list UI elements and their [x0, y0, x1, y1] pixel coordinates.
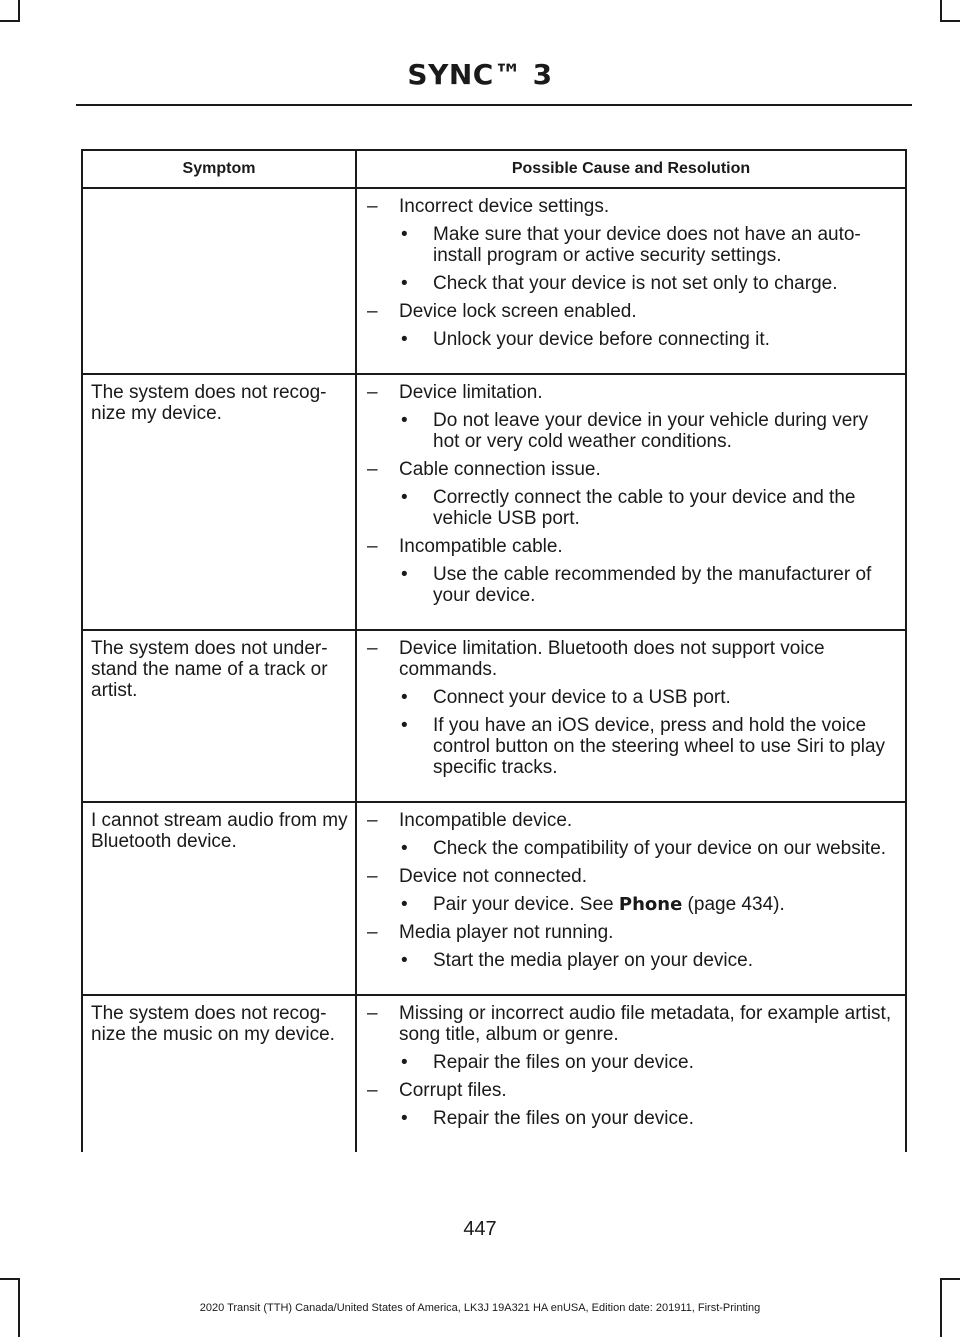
- bullet-marker: •: [401, 1052, 408, 1073]
- crop-mark: [940, 0, 942, 22]
- phone-section-link[interactable]: Phone: [618, 894, 683, 915]
- table-row: [82, 802, 906, 995]
- resolution-item: [357, 487, 899, 529]
- bullet-marker: •: [401, 715, 408, 736]
- dash-marker: –: [367, 382, 378, 403]
- resolution-text: Use the cable recommended by the manufacturer of your device.: [433, 564, 872, 606]
- dash-marker: –: [367, 196, 378, 217]
- troubleshooting-table: [81, 149, 907, 1152]
- crop-mark: [940, 20, 960, 22]
- bullet-marker: •: [401, 564, 408, 585]
- bullet-marker: •: [401, 838, 408, 859]
- cause-item: [357, 196, 899, 217]
- cause-item: [357, 536, 899, 557]
- cause-text: Corrupt files.: [399, 1080, 507, 1101]
- cause-item: [357, 810, 899, 831]
- cause-text: Incompatible cable.: [399, 536, 563, 557]
- dash-marker: –: [367, 1003, 378, 1024]
- resolution-cell: [356, 374, 906, 630]
- crop-mark: [0, 1278, 20, 1280]
- dash-marker: –: [367, 810, 378, 831]
- cause-text: Device limitation.: [399, 382, 543, 403]
- resolution-item: [357, 687, 899, 708]
- resolution-text: Connect your device to a USB port.: [433, 687, 731, 708]
- cause-text: Media player not running.: [399, 922, 614, 943]
- resolution-text: If you have an iOS device, press and hold the voice control button on the steering wheel to use Siri to play specific tracks.: [433, 715, 886, 778]
- cause-item: [357, 638, 899, 680]
- cause-item: [357, 301, 899, 322]
- bullet-marker: •: [401, 894, 408, 915]
- resolution-item: [357, 1052, 899, 1073]
- resolution-item: [357, 950, 899, 971]
- resolution-item: [357, 1108, 899, 1129]
- bullet-marker: •: [401, 487, 408, 508]
- cause-text: Device limitation. Bluetooth does not support voice commands.: [399, 638, 825, 680]
- bullet-marker: •: [401, 950, 408, 971]
- dash-marker: –: [367, 536, 378, 557]
- cause-text: Incorrect device settings.: [399, 196, 610, 217]
- resolution-text: Correctly connect the cable to your device and the vehicle USB port.: [433, 487, 856, 529]
- table-row: [82, 630, 906, 802]
- resolution-item: [357, 894, 899, 915]
- resolution-text: Make sure that your device does not have an auto-install program or active security settings.: [433, 224, 861, 266]
- cause-item: [357, 459, 899, 480]
- footer-edition-info: 2020 Transit (TTH) Canada/United States of America, LK3J 19A321 HA enUSA, Edition date: 201911, First-Printing: [199, 1302, 761, 1314]
- cause-item: [357, 382, 899, 403]
- cause-item: [357, 1080, 899, 1101]
- table-row: [82, 188, 906, 374]
- resolution-cell: [356, 630, 906, 802]
- symptom-cell: I cannot stream audio from my Bluetooth device.: [82, 802, 356, 995]
- resolution-text: Pair your device. See: [433, 894, 619, 915]
- table-row: [82, 995, 906, 1152]
- symptom-cell: [82, 188, 356, 374]
- page-reference: (page 434).: [682, 894, 785, 915]
- dash-marker: –: [367, 866, 378, 887]
- resolution-item: [357, 715, 899, 778]
- resolution-text: Check the compatibility of your device on our website.: [433, 838, 887, 859]
- cause-item: [357, 922, 899, 943]
- dash-marker: –: [367, 301, 378, 322]
- dash-marker: –: [367, 922, 378, 943]
- symptom-cell: The system does not recog-nize my device.: [82, 374, 356, 630]
- page-title: SYNC™ 3: [407, 58, 553, 91]
- crop-mark: [940, 1278, 960, 1280]
- column-header-resolution: Possible Cause and Resolution: [356, 150, 906, 188]
- resolution-text: Repair the files on your device.: [433, 1108, 694, 1129]
- resolution-item: [357, 838, 899, 859]
- symptom-cell: The system does not recog-nize the music on my device.: [82, 995, 356, 1152]
- page-number: 447: [463, 1218, 497, 1240]
- bullet-marker: •: [401, 224, 408, 245]
- table-body: [82, 188, 906, 1152]
- crop-mark: [18, 0, 20, 22]
- bullet-marker: •: [401, 410, 408, 431]
- table-row: [82, 374, 906, 630]
- cause-text: Cable connection issue.: [399, 459, 601, 480]
- resolution-text: Start the media player on your device.: [433, 950, 754, 971]
- resolution-item: [357, 410, 899, 452]
- column-header-symptom: Symptom: [82, 150, 356, 188]
- resolution-text: Do not leave your device in your vehicle during very hot or very cold weather conditions.: [433, 410, 869, 452]
- resolution-cell: [356, 188, 906, 374]
- resolution-cell: [356, 995, 906, 1152]
- resolution-text: Check that your device is not set only to charge.: [433, 273, 838, 294]
- dash-marker: –: [367, 638, 378, 659]
- bullet-marker: •: [401, 329, 408, 350]
- bullet-marker: •: [401, 1108, 408, 1129]
- dash-marker: –: [367, 459, 378, 480]
- resolution-text: Unlock your device before connecting it.: [433, 329, 770, 350]
- cause-text: Device not connected.: [399, 866, 588, 887]
- cause-item: [357, 866, 899, 887]
- cause-text: Device lock screen enabled.: [399, 301, 637, 322]
- cause-item: [357, 1003, 899, 1045]
- cause-text: Missing or incorrect audio file metadata, for example artist, song title, album or genre.: [399, 1003, 892, 1045]
- resolution-text: Repair the files on your device.: [433, 1052, 694, 1073]
- resolution-item: [357, 564, 899, 606]
- resolution-item: [357, 224, 899, 266]
- table-header-row: [82, 150, 906, 188]
- crop-mark: [0, 20, 20, 22]
- title-divider: [76, 104, 912, 106]
- cause-text: Incompatible device.: [399, 810, 573, 831]
- bullet-marker: •: [401, 687, 408, 708]
- resolution-cell: [356, 802, 906, 995]
- symptom-cell: The system does not under-stand the name of a track or artist.: [82, 630, 356, 802]
- bullet-marker: •: [401, 273, 408, 294]
- dash-marker: –: [367, 1080, 378, 1101]
- resolution-item: [357, 329, 899, 350]
- resolution-item: [357, 273, 899, 294]
